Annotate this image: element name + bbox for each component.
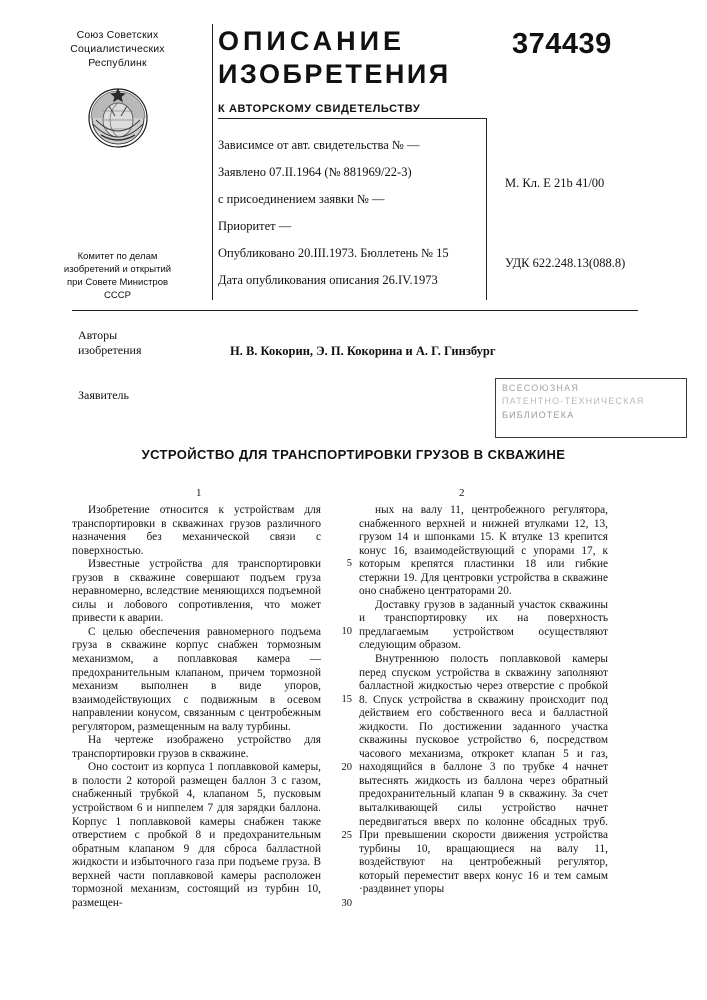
vertical-divider-right bbox=[486, 118, 487, 300]
header-separator bbox=[72, 310, 638, 311]
meta-joined: с присоединением заявки № — bbox=[218, 192, 385, 206]
library-stamp bbox=[495, 378, 687, 438]
stamp-line-2: ПАТЕНТНО-ТЕХНИЧЕСКАЯ bbox=[502, 396, 645, 406]
committee-text bbox=[30, 250, 205, 302]
authors-label bbox=[78, 328, 228, 358]
document-main-title: ОПИСАНИЕ bbox=[218, 26, 406, 56]
line-number: 5 bbox=[346, 558, 352, 569]
document-main-subtitle: ИЗОБРЕТЕНИЯ bbox=[218, 59, 451, 89]
paragraph: Внутреннюю полость поплавковой камеры перед спуском устройства в скважину заполняют балластной жидкостью через отверстие с пробкой 8. Спуск устройства в скважину происходит под действием его собственного веса и балластной жидкости. По достижении заданного участка скважины пусковое устройство 6, посредством часового механизма, открокет клапан 5 и газ, находящийся в баллоне 3 по трубке 4 начнет вытеснять жидкость из баллона через обратный предохранительный клапан 9 в скважину. За счет выталкивающей силы устройство начнет передвигаться вверх по колонне обсадных труб. При превышении скорости движения устройства турбины 10, вращающиеся на валу 11, воздействуют на центробежный регулятор, который переместит вверх конус 16 и тем самым ·раздвинет упоры bbox=[359, 653, 608, 896]
line-number: 30 bbox=[341, 898, 352, 909]
column-left bbox=[72, 504, 321, 910]
paragraph: На чертеже изображено устройство для транспортировки грузов в скважине. bbox=[72, 734, 321, 760]
line-number: 25 bbox=[341, 830, 352, 841]
line-number: 15 bbox=[341, 694, 352, 705]
authors-label-line-2: изобретения bbox=[78, 343, 142, 357]
vertical-divider-left bbox=[212, 24, 213, 300]
meta-published: Опубликовано 20.III.1973. Бюллетень № 15 bbox=[218, 246, 449, 260]
title-column bbox=[218, 26, 488, 115]
committee-line-2: изобретений и открытий bbox=[63, 264, 172, 275]
org-title-line-3: Республинк bbox=[88, 57, 147, 69]
classification-block bbox=[505, 168, 625, 278]
meta-declared: Заявлено 07.II.1964 (№ 881969/22-3) bbox=[218, 165, 412, 179]
column-2-number: 2 bbox=[459, 487, 465, 499]
organization-title bbox=[30, 28, 205, 70]
document-header bbox=[0, 0, 707, 300]
horizontal-divider-top bbox=[218, 118, 486, 119]
invention-title: УСТРОЙСТВО ДЛЯ ТРАНСПОРТИРОВКИ ГРУЗОВ В СКВАЖИНЕ bbox=[141, 447, 566, 462]
paragraph: С целью обеспечения равномерного подъема груза в скважине корпус снабжен тормозным механизмом, а поплавковая камера — предохранительным клапаном, причем тормозной механизм выполнен в виде упоров, взаимодействующих с подвижным в осевом направлении конусом, связанным с центробежным регулятором, размещенным на валу турбины. bbox=[72, 625, 321, 733]
committee-line-4: СССР bbox=[104, 290, 131, 301]
certificate-subtitle: К АВТОРСКОМУ СВИДЕТЕЛЬСТВУ bbox=[218, 103, 421, 115]
paragraph: ных на валу 11, центробежного регулятора, снабженного верхней и нижней втулками 12, 13, грузом 14 и шпонками 15. К втулке 13 крепится конус 16, взаимодействующий с упорами 17, к которым крепятся пластинки 18 или гибкие стержни 19. Для центровки устройства в скважине оно снабжено центраторами 20. bbox=[359, 504, 608, 598]
paragraph: Изобретение относится к устройствам для транспортировки в скважинах грузов различного назначения без механической связи с поверхностью. bbox=[72, 504, 321, 557]
paragraph: Известные устройства для транспортировки грузов в скважине совершают подъем груза неравномерно, вследствие меняющихся подъемной силы и лобового сопротивления, что может привести к аварии. bbox=[72, 558, 321, 625]
patent-number: 374439 bbox=[512, 28, 612, 60]
line-number: 10 bbox=[341, 626, 352, 637]
meta-dependent: Зависимсе от авт. свидетельства № — bbox=[218, 138, 420, 152]
org-title-line-1: Союз Советских bbox=[76, 29, 159, 41]
column-1-number: 1 bbox=[196, 487, 202, 499]
column-right bbox=[359, 504, 608, 897]
meta-mpk: М. Кл. Е 21b 41/00 bbox=[505, 176, 605, 190]
meta-description-date: Дата опубликования описания 26.IV.1973 bbox=[218, 273, 438, 287]
meta-priority: Приоритет — bbox=[218, 219, 292, 233]
committee-line-3: при Совете Министров bbox=[66, 277, 169, 288]
applicant-label: Заявитель bbox=[78, 388, 129, 402]
committee-line-1: Комитет по делам bbox=[77, 251, 158, 262]
paragraph: Оно состоит из корпуса 1 поплавковой камеры, в полости 2 которой размещен баллон 3 с газом, снабженный трубкой 4, клапаном 5, пусковым устройством 6 и ниппелем 7 для зарядки баллона. Корпус 1 поплавковой камеры снабжен также отверстием с пробкой 8 и предохранительным обратным клапаном 9 для сброса балластной жидкости и избыточного газа при подъеме груза. В верхней части поплавковой камеры расположен тормозной механизм, состоящий из турбин 10, размещен- bbox=[72, 761, 321, 909]
body-columns bbox=[72, 504, 638, 944]
paragraph: Доставку грузов в заданный участок скважины и транспортировку их на поверхность предлагаемым устройством осуществляют следующим образом. bbox=[359, 598, 608, 652]
metadata-block bbox=[218, 132, 480, 294]
authors-names: Н. В. Кокорин, Э. П. Кокорина и А. Г. Гинзбург bbox=[230, 344, 496, 358]
ussr-emblem-icon bbox=[81, 80, 155, 154]
stamp-line-1: ВСЕСОЮЗНАЯ bbox=[502, 383, 580, 393]
line-number: 20 bbox=[341, 762, 352, 773]
meta-udk: УДК 622.248.13(088.8) bbox=[505, 256, 626, 270]
emblem-column bbox=[30, 28, 205, 302]
authors-label-line-1: Авторы bbox=[78, 328, 118, 342]
org-title-line-2: Социалистических bbox=[70, 43, 165, 55]
stamp-line-3: БИБЛИОТЕКА bbox=[502, 410, 575, 420]
